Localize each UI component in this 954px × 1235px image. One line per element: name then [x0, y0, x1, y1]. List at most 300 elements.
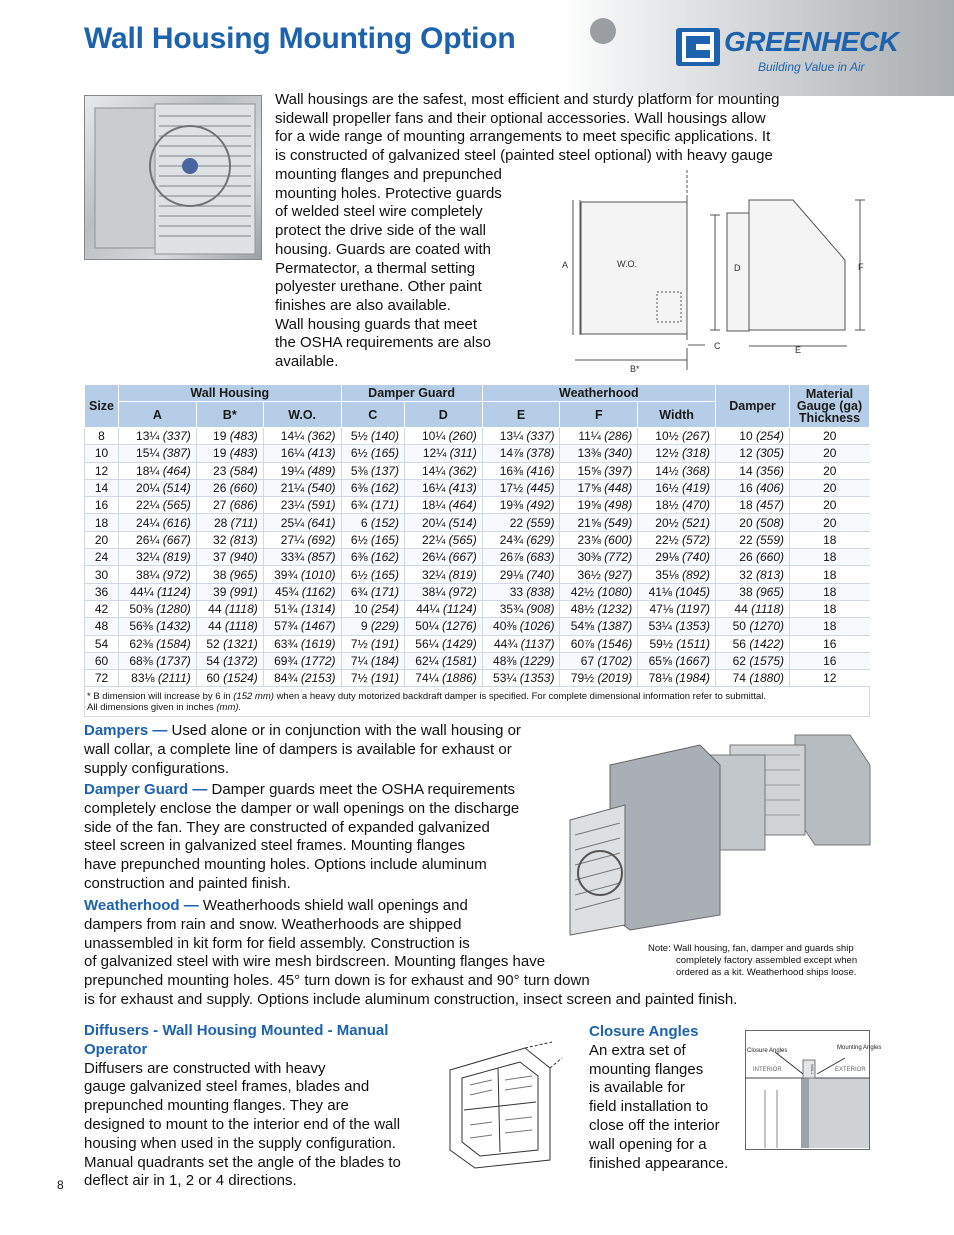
- inch-value: 13¼: [499, 429, 524, 444]
- mm-value: (162): [370, 481, 399, 496]
- mm-value: (660): [755, 550, 784, 565]
- inch-value: 10½: [655, 429, 679, 444]
- inch-value: 79½: [570, 671, 595, 686]
- table-cell: [263, 497, 341, 514]
- inch-value: 35¾: [499, 602, 524, 617]
- footnote-text: All dimensions given in inches: [87, 701, 214, 713]
- inch-value: 6½: [350, 446, 368, 461]
- table-cell: 18: [790, 583, 870, 600]
- inch-value: 44¾: [493, 636, 518, 651]
- inch-value: 33¾: [280, 550, 305, 565]
- mm-value: (908): [526, 602, 555, 617]
- inch-value: 28: [213, 515, 228, 530]
- footnote-mm: (152 mm): [233, 690, 274, 702]
- mm-value: (514): [162, 481, 191, 496]
- table-cell: [560, 583, 638, 600]
- inch-value: 74¼: [415, 671, 439, 686]
- inch-value: 18: [739, 498, 753, 513]
- inch-value: 16¼: [280, 446, 305, 461]
- inch-value: 12½: [655, 446, 679, 461]
- table-cell: [119, 566, 197, 583]
- section-line: field installation to: [589, 1098, 709, 1116]
- inch-value: 9: [360, 619, 368, 634]
- table-cell: 42: [85, 600, 119, 617]
- inch-value: 14¼: [421, 463, 446, 478]
- mm-value: (1197): [676, 602, 710, 617]
- inch-value: 29⅛: [655, 550, 679, 565]
- section-line: Used alone or in conjunction with the wall housing or: [171, 722, 521, 739]
- inch-value: 62: [732, 654, 746, 668]
- inch-value: 14: [739, 463, 753, 478]
- mm-value: (972): [162, 567, 191, 582]
- inch-value: 38: [213, 567, 227, 582]
- inch-value: 78⅛: [648, 671, 672, 686]
- section-line: is for exhaust and supply. Options include aluminum construction, insect screen and painted finish.: [84, 990, 738, 1008]
- table-cell: 48: [85, 618, 119, 635]
- closure-heading: Closure Angles: [589, 1023, 699, 1040]
- mm-value: (492): [526, 498, 555, 513]
- table-cell: [404, 618, 482, 635]
- inch-value: 44¼: [416, 602, 440, 617]
- table-cell: [341, 428, 404, 445]
- inch-value: 20½: [655, 515, 679, 530]
- inch-value: 39: [213, 584, 227, 599]
- mm-value: (1619): [300, 636, 336, 651]
- inch-value: 20¼: [421, 515, 446, 530]
- inch-value: 7½: [350, 671, 368, 686]
- table-cell: [404, 445, 482, 462]
- table-cell: [716, 514, 790, 531]
- mm-value: (667): [162, 532, 191, 547]
- closure-angles-diagram: [745, 1030, 882, 1150]
- table-cell: [482, 531, 560, 548]
- mm-value: (1422): [749, 636, 784, 651]
- inch-value: 21¼: [280, 481, 305, 496]
- inch-value: 50⅜: [129, 602, 153, 617]
- dimension-diagram: [555, 170, 875, 380]
- mm-value: (1984): [675, 671, 710, 686]
- inch-value: 23⅝: [577, 532, 601, 547]
- table-cell: [263, 445, 341, 462]
- intro-line: is constructed of galvanized steel (painted steel optional) with heavy gauge: [275, 147, 773, 165]
- mm-value: (965): [229, 567, 258, 582]
- section-line: An extra set of: [589, 1041, 686, 1059]
- inch-value: 18½: [655, 498, 679, 513]
- table-cell: [482, 479, 560, 496]
- col-header-material: Material Gauge (ga) Thickness: [790, 385, 870, 428]
- mm-value: (1137): [520, 636, 555, 651]
- table-cell: [482, 462, 560, 479]
- inch-value: 69¾: [274, 654, 298, 668]
- table-cell: [341, 670, 404, 687]
- greenheck-logo: [676, 22, 899, 78]
- mm-value: (165): [370, 446, 399, 461]
- inch-value: 10: [354, 602, 368, 617]
- table-cell: [341, 531, 404, 548]
- inch-value: 41⅛: [648, 584, 672, 599]
- mm-value: (229): [370, 619, 399, 634]
- inch-value: 15¼: [136, 446, 160, 461]
- table-cell: [638, 497, 716, 514]
- col-header-c: C: [341, 402, 404, 428]
- inch-value: 17½: [499, 481, 524, 496]
- table-cell: [638, 531, 716, 548]
- table-cell: [263, 583, 341, 600]
- table-cell: [638, 635, 716, 652]
- mm-value: (686): [229, 498, 258, 513]
- intro-line: housing. Guards are coated with: [275, 240, 491, 258]
- mm-value: (616): [162, 515, 191, 530]
- table-cell: [341, 462, 404, 479]
- col-header-damper: Damper: [716, 385, 790, 428]
- table-row: [85, 670, 870, 687]
- mm-value: (356): [755, 463, 784, 478]
- mm-value: (464): [162, 463, 191, 478]
- mm-value: (1467): [300, 619, 336, 634]
- section-line: have prepunched mounting holes. Options include aluminum: [84, 856, 487, 874]
- col-header-b: B*: [196, 402, 263, 428]
- dampers-heading: Dampers —: [84, 722, 168, 739]
- section-line: Damper guards meet the OSHA requirements: [211, 781, 516, 798]
- col-group-damper-guard: Damper Guard: [341, 385, 482, 402]
- inch-value: 27¼: [280, 532, 305, 547]
- section-line: close off the interior: [589, 1116, 720, 1134]
- table-cell: [560, 549, 638, 566]
- mm-value: (1667): [675, 654, 710, 668]
- table-cell: [196, 531, 263, 548]
- table-cell: [638, 618, 716, 635]
- table-cell: [119, 514, 197, 531]
- diagram-label-e: E: [795, 345, 802, 355]
- section-line: supply configurations.: [84, 759, 230, 777]
- inch-value: 48½: [570, 602, 595, 617]
- inch-value: 63¾: [274, 636, 298, 651]
- mm-value: (1353): [519, 671, 555, 686]
- inch-value: 24¼: [136, 515, 160, 530]
- table-cell: [341, 514, 404, 531]
- interior-label: INTERIOR: [753, 1067, 782, 1073]
- table-row: [85, 635, 870, 652]
- mm-value: (1387): [597, 619, 633, 634]
- inch-value: 16¼: [421, 481, 446, 496]
- table-cell: [482, 566, 560, 583]
- inch-value: 14¼: [280, 429, 305, 444]
- table-cell: [119, 497, 197, 514]
- section-line: completely enclose the damper or wall openings on the discharge: [84, 799, 520, 817]
- table-cell: 20: [790, 462, 870, 479]
- inch-value: 57¾: [274, 619, 298, 634]
- table-cell: [638, 479, 716, 496]
- diagram-label-b: B*: [630, 364, 640, 374]
- inch-value: 44: [734, 602, 748, 617]
- table-cell: [341, 566, 404, 583]
- mm-value: (318): [681, 446, 710, 461]
- mm-value: (340): [604, 446, 633, 461]
- inch-value: 84¾: [274, 671, 298, 686]
- mm-value: (991): [229, 584, 258, 599]
- intro-line: finishes are also available.: [275, 296, 451, 314]
- diagram-label-wo: W.O.: [617, 259, 637, 269]
- mm-value: (2153): [300, 671, 336, 686]
- table-cell: [196, 583, 263, 600]
- col-group-weatherhood: Weatherhood: [482, 385, 715, 402]
- section-line: mounting flanges: [589, 1060, 704, 1078]
- mm-value: (1546): [597, 636, 633, 651]
- col-header-e: E: [482, 402, 560, 428]
- inch-value: 6: [360, 515, 368, 530]
- mm-value: (1511): [676, 636, 710, 651]
- mm-value: (184): [370, 654, 399, 668]
- mm-value: (591): [307, 498, 336, 513]
- mm-value: (267): [681, 429, 710, 444]
- mm-value: (191): [370, 671, 399, 686]
- table-cell: [196, 635, 263, 652]
- table-cell: [196, 549, 263, 566]
- closure-section: [589, 1023, 749, 1173]
- mm-value: (448): [604, 481, 633, 496]
- inch-value: 74: [732, 671, 746, 686]
- table-cell: [263, 479, 341, 496]
- table-cell: [196, 497, 263, 514]
- table-cell: [196, 670, 263, 687]
- table-cell: [638, 600, 716, 617]
- table-cell: 12: [85, 462, 119, 479]
- mm-value: (337): [162, 429, 191, 444]
- table-cell: [716, 566, 790, 583]
- table-cell: 24: [85, 549, 119, 566]
- mm-value: (165): [370, 532, 399, 547]
- table-row: [85, 652, 870, 669]
- mm-value: (1314): [300, 602, 336, 617]
- table-row: [85, 514, 870, 531]
- inch-value: 16½: [655, 481, 679, 496]
- mm-value: (470): [681, 498, 710, 513]
- intro-line: polyester urethane. Other paint: [275, 278, 482, 296]
- mm-value: (1080): [597, 584, 633, 599]
- inch-value: 59½: [649, 636, 673, 651]
- mm-value: (1581): [442, 654, 477, 668]
- table-cell: [263, 531, 341, 548]
- mm-value: (457): [755, 498, 784, 513]
- section-line: dampers from rain and snow. Weatherhoods are shipped: [84, 915, 462, 933]
- table-cell: [404, 600, 482, 617]
- table-cell: [560, 635, 638, 652]
- table-cell: [404, 549, 482, 566]
- table-cell: [638, 462, 716, 479]
- inch-value: 19⅝: [577, 498, 601, 513]
- table-cell: [119, 600, 197, 617]
- mm-value: (140): [370, 429, 399, 444]
- table-cell: [119, 652, 197, 669]
- closure-angles-label: Closure Angles: [747, 1048, 788, 1054]
- section-line: deflect air in 1, 2 or 4 directions.: [84, 1172, 297, 1190]
- inch-value: 16⅜: [499, 463, 524, 478]
- inch-value: 38¼: [136, 567, 160, 582]
- table-cell: [716, 428, 790, 445]
- intro-line: the OSHA requirements are also: [275, 334, 491, 352]
- table-cell: [716, 445, 790, 462]
- note-line: Note: Wall housing, fan, damper and guards ship: [648, 943, 854, 954]
- inch-value: 6½: [350, 567, 368, 582]
- table-cell: [263, 635, 341, 652]
- mm-value: (1118): [224, 602, 258, 617]
- mm-value: (191): [370, 636, 399, 651]
- table-row: [85, 583, 870, 600]
- table-cell: [341, 635, 404, 652]
- inch-value: 36½: [577, 567, 601, 582]
- mm-value: (1880): [749, 671, 784, 686]
- inch-value: 22¼: [136, 498, 160, 513]
- inch-value: 13¼: [136, 429, 160, 444]
- table-cell: [341, 497, 404, 514]
- mm-value: (165): [370, 567, 399, 582]
- mm-value: (498): [604, 498, 633, 513]
- mm-value: (838): [526, 584, 555, 599]
- inch-value: 56¼: [415, 636, 439, 651]
- table-cell: [341, 479, 404, 496]
- inch-value: 32: [213, 532, 227, 547]
- diffuser-drawing: [440, 1040, 565, 1170]
- col-header-width: Width: [638, 402, 716, 428]
- mm-value: (1524): [223, 671, 258, 686]
- mm-value: (413): [448, 481, 477, 496]
- table-cell: [119, 428, 197, 445]
- inch-value: 22: [509, 515, 524, 530]
- inch-value: 68⅜: [129, 654, 153, 668]
- mm-value: (927): [604, 567, 633, 582]
- mm-value: (2019): [597, 671, 633, 686]
- table-cell: [196, 462, 263, 479]
- inch-value: 53¼: [648, 619, 672, 634]
- table-cell: [119, 531, 197, 548]
- table-cell: [119, 462, 197, 479]
- table-cell: [482, 583, 560, 600]
- inch-value: 62⅜: [129, 636, 153, 651]
- mm-value: (1737): [156, 654, 191, 668]
- table-cell: [263, 462, 341, 479]
- mm-value: (286): [604, 429, 633, 444]
- col-header-f: F: [560, 402, 638, 428]
- diagram-label-d: D: [734, 263, 741, 273]
- table-row: [85, 462, 870, 479]
- inch-value: 26¼: [421, 550, 446, 565]
- inch-value: 24¾: [499, 532, 524, 547]
- intro-line: mounting holes. Protective guards: [275, 184, 502, 202]
- mounting-angles-label: Mounting Angles: [837, 1045, 882, 1051]
- table-cell: [196, 445, 263, 462]
- table-cell: 18: [790, 531, 870, 548]
- mm-value: (362): [448, 463, 477, 478]
- mm-value: (508): [755, 515, 784, 530]
- table-cell: [263, 566, 341, 583]
- col-header-wo: W.O.: [263, 402, 341, 428]
- inch-value: 30⅜: [577, 550, 601, 565]
- mm-value: (1270): [749, 619, 784, 634]
- inch-value: 32: [739, 567, 753, 582]
- mm-value: (483): [229, 446, 258, 461]
- page-number: 8: [57, 1178, 64, 1192]
- mm-value: (1886): [442, 671, 477, 686]
- table-row: [85, 600, 870, 617]
- mm-value: (1232): [597, 602, 633, 617]
- mm-value: (521): [681, 515, 710, 530]
- inch-value: 27: [213, 498, 227, 513]
- table-cell: [404, 583, 482, 600]
- section-line: wall opening for a: [589, 1135, 707, 1153]
- intro-line: sidewall propeller fans and their optional accessories. Wall housings allow: [275, 109, 766, 127]
- inch-value: 5½: [350, 429, 368, 444]
- mm-value: (584): [229, 463, 258, 478]
- table-cell: [482, 549, 560, 566]
- mm-value: (514): [448, 515, 477, 530]
- table-cell: [716, 479, 790, 496]
- table-cell: [263, 549, 341, 566]
- inch-value: 23¼: [280, 498, 305, 513]
- inch-value: 6⅜: [350, 550, 368, 565]
- table-row: [85, 618, 870, 635]
- table-cell: [119, 583, 197, 600]
- inch-value: 7½: [350, 636, 368, 651]
- table-row: [85, 497, 870, 514]
- table-cell: 20: [790, 428, 870, 445]
- mm-value: (1575): [749, 654, 784, 668]
- section-line: Weatherhoods shield wall openings and: [202, 897, 468, 914]
- section-line: of galvanized steel with wire mesh birdscreen. Mounting flanges have: [84, 953, 546, 971]
- inch-value: 14⅞: [499, 446, 524, 461]
- table-cell: [196, 618, 263, 635]
- inch-value: 7¼: [350, 654, 368, 668]
- mm-value: (254): [755, 429, 784, 444]
- table-cell: [119, 445, 197, 462]
- inch-value: 44: [208, 619, 222, 634]
- wall-housing-photo: [84, 95, 262, 260]
- mm-value: (740): [526, 567, 555, 582]
- section-line: steel screen in galvanized steel frames. Mounting flanges: [84, 837, 466, 855]
- mm-value: (305): [755, 446, 784, 461]
- mm-value: (1702): [597, 654, 633, 668]
- table-cell: [341, 618, 404, 635]
- inch-value: 67: [580, 654, 595, 668]
- table-cell: [196, 652, 263, 669]
- logo-wordmark: GREENHECK: [724, 26, 899, 57]
- mm-value: (1432): [156, 619, 191, 634]
- intro-line: for a wide range of mounting arrangements to meet specific applications. It: [275, 128, 771, 146]
- table-cell: 14: [85, 479, 119, 496]
- table-cell: [716, 549, 790, 566]
- intro-line: Permatector, a thermal setting: [275, 259, 476, 277]
- mm-value: (1372): [223, 654, 258, 668]
- section-line: side of the fan. They are constructed of expanded galvanized: [84, 818, 490, 836]
- table-cell: [638, 549, 716, 566]
- logo-mark-icon: [676, 28, 720, 66]
- section-line: construction and painted finish.: [84, 874, 291, 892]
- table-cell: [263, 428, 341, 445]
- mm-value: (397): [604, 463, 633, 478]
- exterior-label: EXTERIOR: [835, 1067, 866, 1073]
- inch-value: 44¼: [130, 584, 154, 599]
- table-cell: [263, 600, 341, 617]
- table-cell: [263, 652, 341, 669]
- inch-value: 18¼: [421, 498, 446, 513]
- table-cell: [119, 670, 197, 687]
- inch-value: 22½: [655, 532, 679, 547]
- inch-value: 83⅛: [131, 671, 155, 686]
- inch-value: 6¾: [350, 584, 368, 599]
- mm-value: (540): [307, 481, 336, 496]
- section-line: Diffusers are constructed with heavy: [84, 1059, 326, 1077]
- inch-value: 29⅛: [499, 567, 524, 582]
- table-cell: [560, 670, 638, 687]
